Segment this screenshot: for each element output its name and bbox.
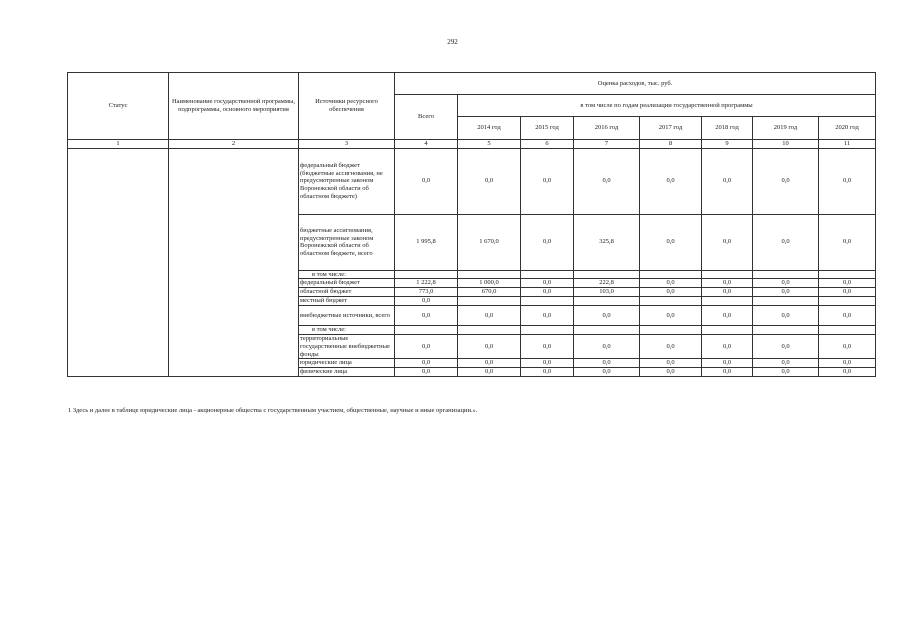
value-cell: 773,0	[395, 288, 458, 297]
source-cell: в том числе:	[299, 270, 395, 279]
column-number: 3	[299, 140, 395, 149]
value-cell: 0,0	[395, 335, 458, 359]
value-cell: 0,0	[819, 148, 876, 214]
value-cell: 0,0	[702, 335, 753, 359]
value-cell: 0,0	[753, 288, 819, 297]
header-year: 2015 год	[521, 117, 574, 140]
value-cell: 1 000,0	[458, 279, 521, 288]
value-cell: 1 995,8	[395, 214, 458, 270]
value-cell: 0,0	[640, 279, 702, 288]
table-body	[68, 148, 876, 377]
budget-table	[67, 72, 876, 377]
value-cell: 0,0	[521, 279, 574, 288]
value-cell: 0,0	[521, 288, 574, 297]
value-cell: 0,0	[574, 359, 640, 368]
header-status: Статус	[68, 73, 169, 140]
value-cell: 0,0	[702, 306, 753, 326]
source-cell: бюджетные ассигнования, предусмотренные законом Воронежской области об областном бюджете, всего	[299, 214, 395, 270]
value-cell: 0,0	[458, 359, 521, 368]
value-cell: 0,0	[640, 288, 702, 297]
header-sources: Источники ресурсного обеспечения	[299, 73, 395, 140]
value-cell	[753, 297, 819, 306]
value-cell	[753, 270, 819, 279]
value-cell	[640, 270, 702, 279]
value-cell	[753, 326, 819, 335]
value-cell: 0,0	[395, 359, 458, 368]
source-cell: внебюджетные источники, всего	[299, 306, 395, 326]
column-number: 2	[169, 140, 299, 149]
value-cell: 0,0	[574, 368, 640, 377]
value-cell: 0,0	[753, 214, 819, 270]
source-cell: федеральный бюджет (бюджетные ассигнования, не предусмотренные законом Воронежской области об областном бюджете)	[299, 148, 395, 214]
value-cell: 0,0	[819, 368, 876, 377]
header-year: 2016 год	[574, 117, 640, 140]
value-cell	[574, 297, 640, 306]
value-cell: 0,0	[753, 335, 819, 359]
value-cell	[702, 326, 753, 335]
value-cell	[395, 326, 458, 335]
table-row	[68, 148, 876, 214]
source-cell: федеральный бюджет	[299, 279, 395, 288]
value-cell: 0,0	[521, 214, 574, 270]
value-cell	[521, 270, 574, 279]
value-cell: 0,0	[395, 368, 458, 377]
header-year: 2014 год	[458, 117, 521, 140]
value-cell: 0,0	[395, 297, 458, 306]
header-year: 2019 год	[753, 117, 819, 140]
source-cell: местный бюджет	[299, 297, 395, 306]
value-cell: 0,0	[640, 368, 702, 377]
value-cell	[819, 297, 876, 306]
value-cell: 222,8	[574, 279, 640, 288]
table-header	[68, 73, 876, 149]
value-cell	[521, 297, 574, 306]
column-number: 4	[395, 140, 458, 149]
value-cell: 0,0	[521, 148, 574, 214]
source-cell: физические лица	[299, 368, 395, 377]
value-cell: 0,0	[819, 359, 876, 368]
value-cell: 0,0	[753, 148, 819, 214]
value-cell: 0,0	[458, 368, 521, 377]
value-cell	[574, 270, 640, 279]
source-cell: территориальные государственные внебюджетные фонды	[299, 335, 395, 359]
value-cell: 0,0	[702, 279, 753, 288]
value-cell: 0,0	[640, 306, 702, 326]
value-cell: 0,0	[395, 148, 458, 214]
source-cell: в том числе:	[299, 326, 395, 335]
value-cell: 0,0	[819, 279, 876, 288]
value-cell: 0,0	[458, 335, 521, 359]
value-cell: 0,0	[640, 359, 702, 368]
source-cell: юридические лица	[299, 359, 395, 368]
value-cell	[521, 326, 574, 335]
value-cell	[640, 297, 702, 306]
column-number: 7	[574, 140, 640, 149]
value-cell: 0,0	[458, 306, 521, 326]
value-cell	[458, 297, 521, 306]
source-cell: областной бюджет	[299, 288, 395, 297]
column-number: 9	[702, 140, 753, 149]
column-number: 5	[458, 140, 521, 149]
column-number: 11	[819, 140, 876, 149]
value-cell: 1 222,8	[395, 279, 458, 288]
value-cell: 0,0	[753, 359, 819, 368]
value-cell: 670,0	[458, 288, 521, 297]
value-cell: 0,0	[640, 214, 702, 270]
value-cell: 0,0	[702, 359, 753, 368]
value-cell: 0,0	[819, 306, 876, 326]
value-cell: 0,0	[753, 368, 819, 377]
value-cell	[702, 297, 753, 306]
value-cell: 0,0	[395, 306, 458, 326]
value-cell	[702, 270, 753, 279]
footnote: 1 Здесь и далее в таблице юридические лица - акционерные общества с государственным участием, общественные, научные и иные организации.».	[68, 407, 478, 414]
value-cell: 0,0	[574, 148, 640, 214]
value-cell: 0,0	[819, 214, 876, 270]
value-cell: 0,0	[458, 148, 521, 214]
column-number: 1	[68, 140, 169, 149]
value-cell: 0,0	[574, 306, 640, 326]
header-year: 2017 год	[640, 117, 702, 140]
column-number: 10	[753, 140, 819, 149]
value-cell: 1 670,0	[458, 214, 521, 270]
header-estimate: Оценка расходов, тыс. руб.	[395, 73, 876, 95]
value-cell: 0,0	[574, 335, 640, 359]
header-total: Всего	[395, 95, 458, 140]
value-cell: 0,0	[819, 288, 876, 297]
value-cell	[395, 270, 458, 279]
value-cell: 0,0	[521, 359, 574, 368]
value-cell	[458, 270, 521, 279]
value-cell	[819, 326, 876, 335]
value-cell: 0,0	[640, 335, 702, 359]
value-cell: 0,0	[702, 288, 753, 297]
value-cell: 0,0	[521, 335, 574, 359]
value-cell: 325,8	[574, 214, 640, 270]
program-name-cell	[169, 148, 299, 377]
value-cell: 0,0	[640, 148, 702, 214]
header-by-years: в том числе по годам реализации государственной программы	[458, 95, 876, 117]
value-cell	[819, 270, 876, 279]
value-cell	[640, 326, 702, 335]
column-number: 8	[640, 140, 702, 149]
header-year: 2020 год	[819, 117, 876, 140]
status-cell	[68, 148, 169, 377]
header-program-name: Наименование государственной программы, подпрограммы, основного мероприятия	[169, 73, 299, 140]
value-cell: 103,0	[574, 288, 640, 297]
page-number: 292	[447, 38, 458, 46]
value-cell	[574, 326, 640, 335]
value-cell	[458, 326, 521, 335]
value-cell: 0,0	[702, 214, 753, 270]
column-number: 6	[521, 140, 574, 149]
value-cell: 0,0	[702, 368, 753, 377]
value-cell: 0,0	[819, 335, 876, 359]
value-cell: 0,0	[753, 306, 819, 326]
value-cell: 0,0	[521, 368, 574, 377]
value-cell: 0,0	[753, 279, 819, 288]
value-cell: 0,0	[702, 148, 753, 214]
header-year: 2018 год	[702, 117, 753, 140]
value-cell: 0,0	[521, 306, 574, 326]
